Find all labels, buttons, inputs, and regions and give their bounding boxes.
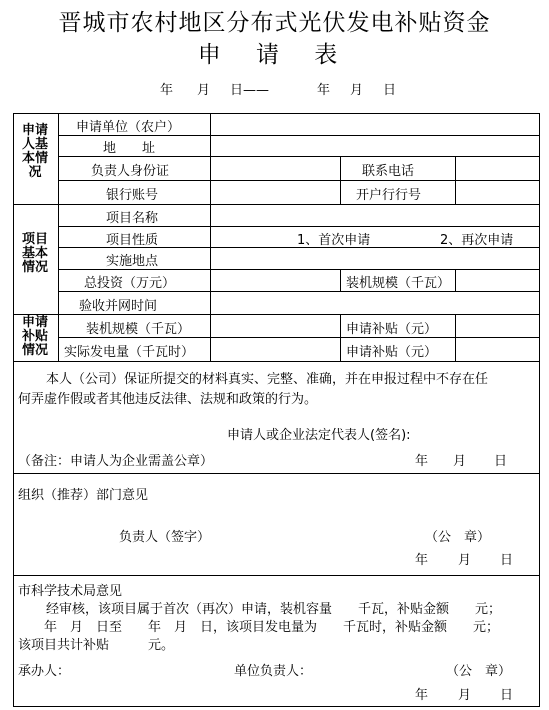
applicant-section-label: 申请人基本情况 <box>21 123 48 180</box>
bureau-line-2: 年 月 日至 年 月 日，该项目发电量为 千瓦时，补贴金额 元； <box>18 620 500 635</box>
organization-seal-label: （公 章） <box>425 530 491 545</box>
date-start-month: 月 <box>197 83 211 98</box>
declaration-line-2: 何弄虚作假或者其他违反法律、法规和政策的行为。 <box>18 392 318 407</box>
bureau-seal-label: （公 章） <box>446 664 512 679</box>
document-subtitle: 申 请 表 <box>197 42 352 68</box>
bureau-opinion-title: 市科学技术局意见 <box>18 584 123 599</box>
acceptance-time-label: 验收并网时间 <box>79 299 158 314</box>
investment-label: 总投资（万元） <box>84 276 176 291</box>
subsidy-capacity-label: 装机规模（千瓦） <box>86 322 191 337</box>
unit-label: 申请单位（农户） <box>76 120 181 135</box>
id-label: 负责人身份证 <box>91 164 170 179</box>
declaration-date-month: 月 <box>453 454 467 469</box>
project-name-label: 项目名称 <box>106 211 159 226</box>
nature-option-again: 2、再次申请 <box>440 233 514 248</box>
generation-label: 实际发电量（千瓦时） <box>64 345 195 360</box>
organization-date-month: 月 <box>458 553 472 568</box>
phone-label: 联系电话 <box>362 164 415 179</box>
organization-responsible-label: 负责人（签字） <box>119 530 211 545</box>
date-end-month: 月 <box>350 83 364 98</box>
document-title: 晋城市农村地区分布式光伏发电补贴资金 <box>58 10 491 36</box>
declaration-date-year: 年 <box>415 454 429 469</box>
project-nature-label: 项目性质 <box>106 233 159 248</box>
subsidy-amount-label: 申请补贴（元） <box>346 322 438 337</box>
date-end-day: 日 <box>383 83 397 98</box>
bureau-line-1: 经审核，该项目属于首次（再次）申请，装机容量 千瓦，补贴金额 元； <box>46 602 502 617</box>
organization-date-year: 年 <box>415 553 429 568</box>
organization-opinion-title: 组织（推荐）部门意见 <box>18 488 149 503</box>
project-capacity-label: 装机规模（千瓦） <box>346 276 451 291</box>
subsidy-section-label: 申请补贴情况 <box>21 315 48 358</box>
date-start-year: 年 <box>160 83 174 98</box>
declaration-date-day: 日 <box>494 454 508 469</box>
enterprise-seal-note: （备注：申请人为企业需盖公章） <box>18 454 214 469</box>
subsidy-amount-label-2: 申请补贴（元） <box>346 345 438 360</box>
declaration-line-1: 本人（公司）保证所提交的材料真实、完整、准确，并在申报过程中不存在任 <box>46 372 489 387</box>
nature-option-first: 1、首次申请 <box>297 233 371 248</box>
bank-label: 开户行行号 <box>356 188 422 203</box>
handler-label: 承办人： <box>18 664 71 679</box>
bureau-date-year: 年 <box>415 688 429 703</box>
bureau-date-day: 日 <box>500 688 514 703</box>
bureau-line-3: 该项目共计补贴 元。 <box>18 638 175 653</box>
bank-account-label: 银行账号 <box>106 188 159 203</box>
date-end-year: 年 <box>317 83 331 98</box>
project-section-label: 项目基本情况 <box>21 232 48 275</box>
bureau-date-month: 月 <box>458 688 472 703</box>
organization-date-day: 日 <box>500 553 514 568</box>
unit-head-label: 单位负责人： <box>234 664 313 679</box>
date-start-day: 日—— <box>230 83 270 98</box>
address-label: 地 址 <box>103 141 156 156</box>
signer-label: 申请人或企业法定代表人(签名): <box>227 428 411 443</box>
location-label: 实施地点 <box>106 254 159 269</box>
